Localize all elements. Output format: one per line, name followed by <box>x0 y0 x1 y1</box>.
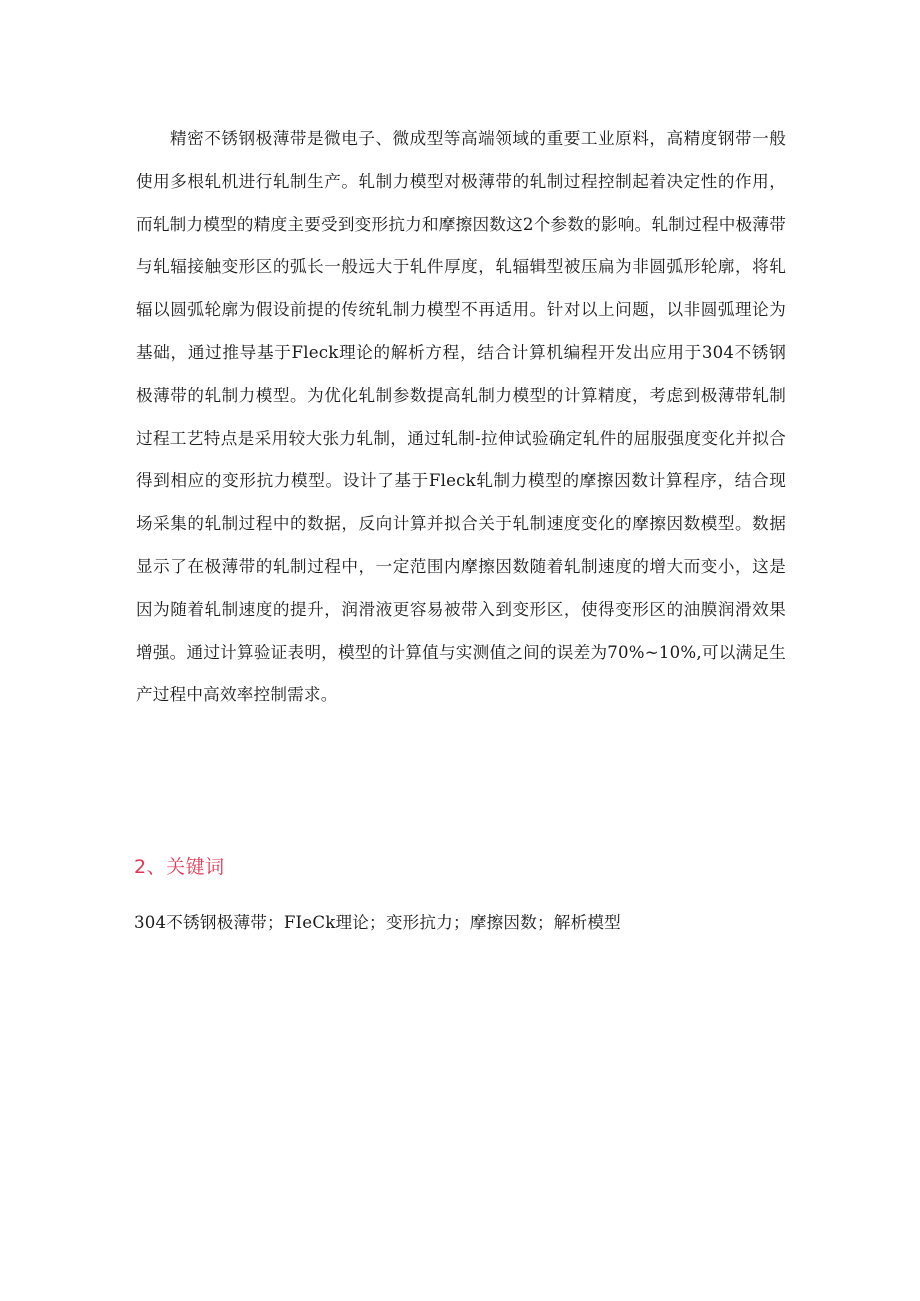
keywords-text: 304不锈钢极薄带；FIeCk理论；变形抗力；摩擦因数；解析模型 <box>134 913 621 932</box>
abstract-paragraph: 精密不锈钢极薄带是微电子、微成型等高端领域的重要工业原料，高精度钢带一般使用多根轧机进行轧制生产。轧制力模型对极薄带的轧制过程控制起着决定性的作用，而轧制力模型的精度主要受到变形抗力和摩擦因数这2个参数的影响。轧制过程中极薄带与轧辐接触变形区的弧长一般远大于轧件厚度，轧辐辑型被压扁为非圆弧形轮廓，将轧辐以圆弧轮廓为假设前提的传统轧制力模型不再适用。针对以上问题，以非圆弧理论为基础，通过推导基于Fleck理论的解析方程，结合计算机编程开发出应用于304不锈钢极薄带的轧制力模型。为优化轧制参数提高轧制力模型的计算精度，考虑到极薄带轧制过程工艺特点是采用较大张力轧制，通过轧制-拉伸试验确定轧件的屈服强度变化并拟合得到相应的变形抗力模型。设计了基于Fleck轧制力模型的摩擦因数计算程序，结合现场采集的轧制过程中的数据，反向计算并拟合关于轧制速度变化的摩擦因数模型。数据显示了在极薄带的轧制过程中，一定范围内摩擦因数随着轧制速度的增大而变小，这是因为随着轧制速度的提升，润滑液更容易被带入到变形区，使得变形区的油膜润滑效果增强。通过计算验证表明，模型的计算值与实测值之间的误差为70%~10%,可以满足生产过程中高效率控制需求。 <box>136 129 786 705</box>
keywords-heading: 2、关键词 <box>134 856 225 878</box>
